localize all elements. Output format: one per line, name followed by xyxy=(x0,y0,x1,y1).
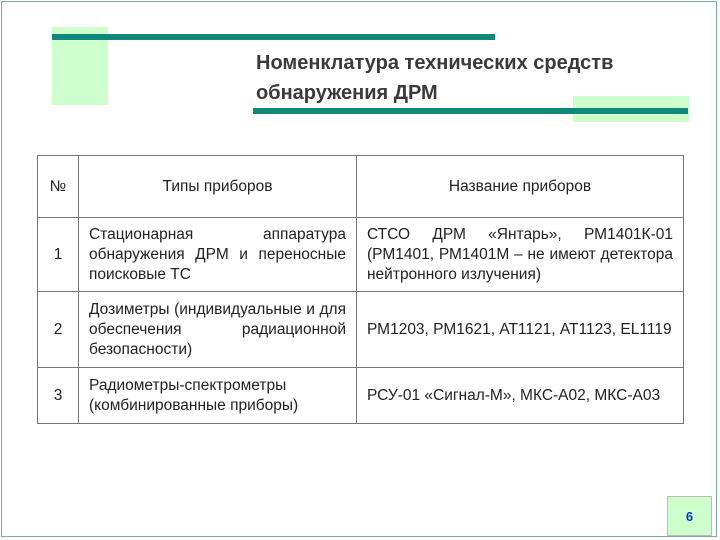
row-name: РСУ-01 «Сигнал-М», МКС-А02, МКС-А03 xyxy=(357,368,684,424)
row-type: Радиометры-спектрометры (комбинированные приборы) xyxy=(79,368,357,424)
row-number: 2 xyxy=(38,292,79,368)
row-number: 3 xyxy=(38,368,79,424)
title-line-2: обнаружения ДРМ xyxy=(256,82,438,104)
header-types: Типы приборов xyxy=(79,156,357,218)
title-line-1: Номенклатура технических средств xyxy=(256,52,614,74)
header-number: № xyxy=(38,156,79,218)
table-row xyxy=(38,368,684,424)
row-name: СТСО ДРМ «Янтарь», РМ1401К-01 (РМ1401, РМ1401М – не имеют детектора нейтронного излучения) xyxy=(357,218,684,292)
table-row xyxy=(38,218,684,292)
row-name: РМ1203, РМ1621, АТ1121, АТ1123, EL1119 xyxy=(357,292,684,368)
table-header-row xyxy=(38,156,684,218)
decor-teal-bar-top xyxy=(52,34,495,40)
slide-title xyxy=(256,48,696,108)
row-number: 1 xyxy=(38,218,79,292)
row-type: Дозиметры (индивидуальные и для обеспечения радиационной безопасности) xyxy=(79,292,357,368)
page-number: 6 xyxy=(685,508,694,524)
header-names: Название приборов xyxy=(357,156,684,218)
row-type: Стационарная аппаратура обнаружения ДРМ и переносные поисковые ТС xyxy=(79,218,357,292)
page-number-badge xyxy=(667,496,712,536)
decor-teal-bar-bottom xyxy=(253,108,688,114)
table-row xyxy=(38,292,684,368)
devices-table xyxy=(37,155,684,424)
